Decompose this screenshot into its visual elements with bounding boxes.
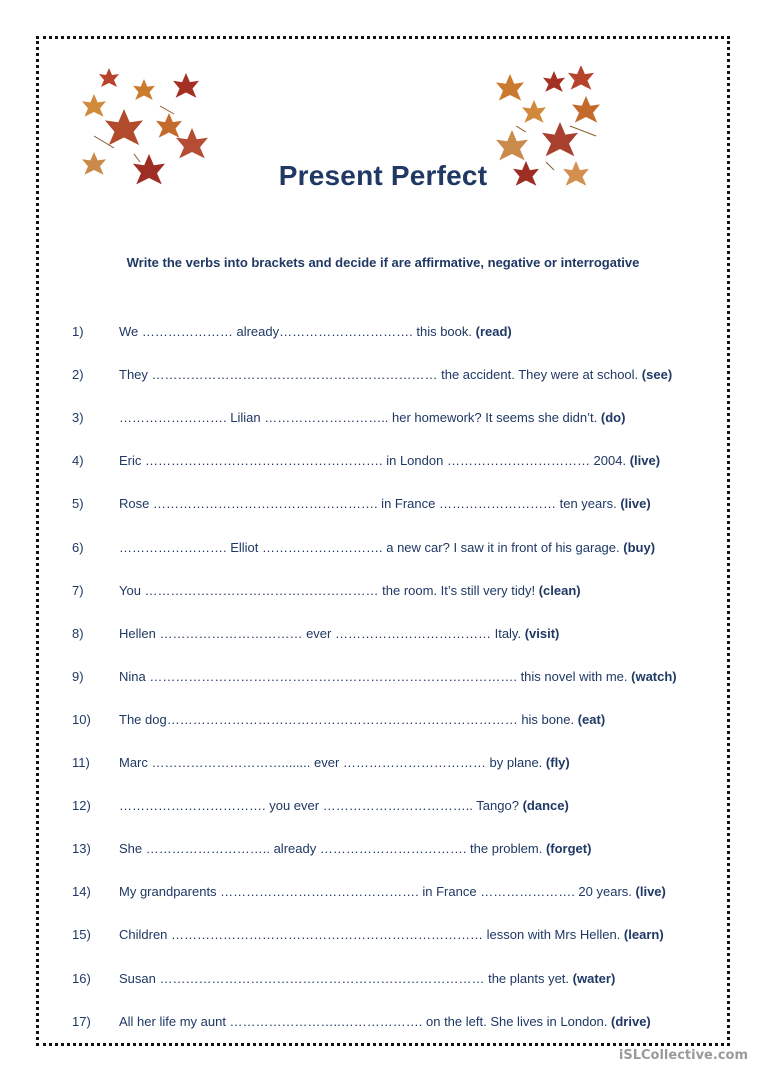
exercise-number: 3) [72, 410, 84, 426]
exercise-number: 7) [72, 582, 84, 598]
exercise-verb: (drive) [611, 1013, 651, 1029]
exercise-verb: (dance) [522, 798, 569, 814]
exercise-text: Eric ………………………………………………. in London …………………………… 2004. [119, 453, 627, 469]
exercise-sentence [119, 798, 569, 813]
exercise-text: Rose ……………………………………………. in France ……………………… ten years. [119, 496, 617, 512]
exercise-sentence [119, 453, 660, 468]
exercise-sentence [119, 1014, 651, 1029]
exercise-verb: (read) [475, 324, 512, 339]
exercise-text: Hellen …………………………… ever ……………………………… Italy. [119, 625, 522, 641]
exercise-row [0, 540, 766, 560]
exercise-sentence [119, 626, 559, 641]
exercise-verb: (do) [600, 410, 626, 426]
exercise-text: Children ……………………………………………………………… lesson with Mrs Hellen. [119, 927, 621, 943]
exercise-sentence [119, 410, 625, 425]
exercise-row [0, 927, 766, 947]
exercise-row [0, 410, 766, 430]
exercise-text: All her life my aunt ……………………..………………. on the left. She lives in London. [119, 1013, 608, 1029]
exercise-number: 2) [72, 367, 84, 383]
exercise-verb: (see) [641, 367, 673, 383]
exercise-sentence [119, 841, 591, 856]
exercise-number: 15) [72, 927, 91, 943]
instructions: Write the verbs into brackets and decide if are affirmative, negative or interrogative [126, 255, 640, 270]
exercise-text: ……………………. Elliot ………………………. a new car? I saw it in front of his garage. [119, 539, 620, 555]
exercise-row [0, 324, 766, 344]
exercise-number: 5) [72, 496, 84, 512]
exercise-text: ……………………………. you ever …………………………….. Tango? [119, 798, 519, 814]
exercise-verb: (forget) [545, 841, 592, 857]
exercise-number: 12) [72, 798, 91, 814]
exercise-sentence [119, 927, 664, 942]
exercise-number: 17) [72, 1013, 91, 1029]
exercise-sentence [119, 367, 672, 382]
exercise-verb: (fly) [545, 755, 570, 770]
exercise-verb: (buy) [623, 539, 656, 555]
exercise-row [0, 884, 766, 904]
exercise-sentence [119, 496, 651, 511]
exercise-verb: (clean) [538, 582, 581, 598]
exercise-row [0, 583, 766, 603]
exercise-verb: (learn) [623, 927, 664, 943]
exercise-verb: (live) [629, 453, 661, 469]
exercise-number: 9) [72, 668, 84, 684]
exercise-number: 11) [72, 755, 90, 770]
exercise-text: She ……………………….. already ……………………………. the problem. [119, 841, 543, 857]
exercise-sentence [119, 540, 655, 555]
exercise-text: My grandparents ………………………………………. in France …………………. 20 years. [119, 884, 632, 900]
exercise-sentence [119, 583, 581, 598]
exercise-row [0, 755, 766, 775]
exercise-number: 4) [72, 453, 84, 469]
exercise-verb: (live) [635, 884, 666, 900]
exercise-row [0, 669, 766, 689]
exercise-verb: (live) [620, 496, 651, 512]
exercise-sentence [119, 971, 615, 986]
exercise-row [0, 712, 766, 732]
exercise-row [0, 1014, 766, 1034]
exercise-sentence [119, 324, 512, 339]
exercise-text: Susan ………………………………………………………………… the plants yet. [119, 970, 570, 986]
exercise-verb: (eat) [577, 711, 606, 727]
exercise-row [0, 798, 766, 818]
exercise-number: 1) [72, 324, 84, 339]
page-title: Present Perfect [278, 160, 488, 191]
exercise-verb: (visit) [524, 625, 560, 641]
exercise-sentence [119, 712, 605, 727]
exercise-text: Nina …………………………………………………………………………. this novel with me. [119, 668, 628, 684]
exercise-number: 10) [72, 711, 91, 727]
exercise-text: ……………………. Lilian ……………………….. her homework? It seems she didn’t. [119, 410, 598, 426]
exercise-verb: (watch) [631, 668, 677, 684]
exercise-number: 8) [72, 625, 84, 641]
exercise-number: 14) [72, 884, 91, 900]
exercise-row [0, 841, 766, 861]
exercise-text: You ……………………………………………… the room. It’s still very tidy! [119, 582, 536, 598]
exercise-text: The dog……………………………………………………………………… his bone. [119, 711, 575, 727]
exercise-sentence [119, 669, 677, 684]
exercise-row [0, 971, 766, 991]
exercise-text: Marc …………………………........ ever …………………………… by plane. [119, 755, 543, 770]
exercise-text: They ………………………………………………………… the accident. They were at school. [119, 367, 639, 383]
exercise-number: 16) [72, 970, 91, 986]
exercise-row [0, 453, 766, 473]
site-watermark: iSLCollective.com [618, 1048, 748, 1063]
exercise-verb: (water) [572, 970, 616, 986]
exercise-number: 13) [72, 841, 91, 857]
exercise-text: We ………………… already…………………………. this book. [119, 324, 472, 339]
exercise-number: 6) [72, 539, 84, 555]
exercise-sentence [119, 884, 666, 899]
exercise-sentence [119, 755, 570, 770]
exercise-row [0, 367, 766, 387]
exercise-row [0, 626, 766, 646]
exercise-row [0, 496, 766, 516]
